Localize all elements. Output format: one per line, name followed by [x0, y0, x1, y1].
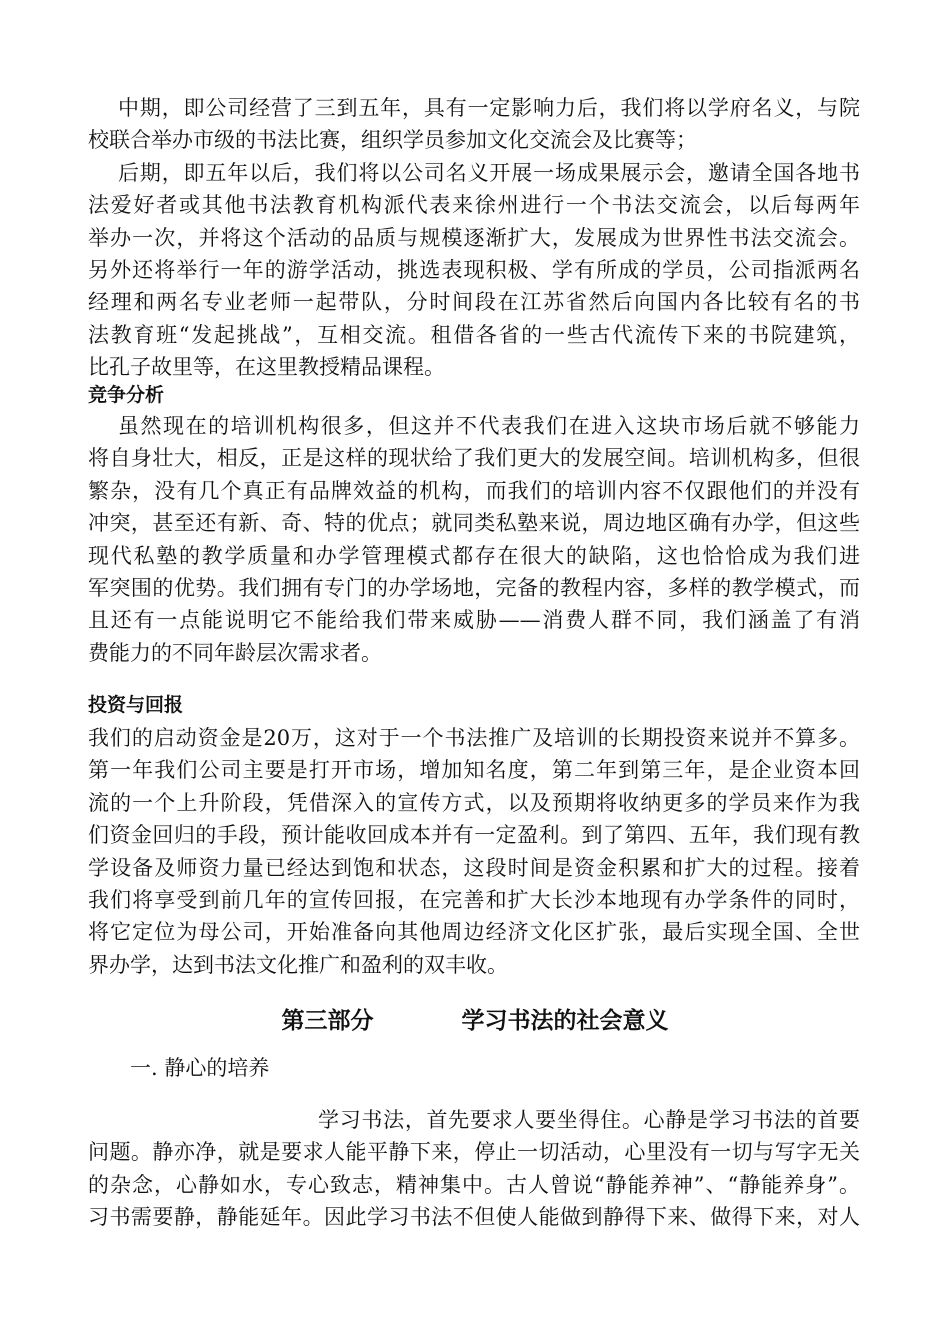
- text-line: 另外还将举行一年的游学活动，挑选表现积极、学有所成的学员，公司指派两名: [88, 258, 860, 282]
- part-name: 学习书法的社会意义: [461, 1008, 669, 1034]
- text-line: 费能力的不同年龄层次需求者。: [88, 640, 382, 665]
- text-line: 第一年我们公司主要是打开市场，增加知名度，第二年到第三年，是企业资本回: [88, 758, 860, 783]
- text-line: 经理和两名专业老师一起带队，分时间段在江苏省然后向国内各比较有名的书: [88, 290, 860, 315]
- text-line: 的杂念，心静如水，专心致志，精神集中。古人曾说“静能养神”、“静能养身”。: [88, 1172, 860, 1197]
- text-line: 们资金回归的手段，预计能收回成本并有一定盈利。到了第四、五年，我们现有教: [88, 823, 860, 848]
- text-line: 现代私塾的教学质量和办学管理模式都存在很大的缺陷，这也恰恰成为我们进: [88, 543, 860, 568]
- text-line: 法教育班“发起挑战”，互相交流。租借各省的一些古代流传下来的书院建筑，: [88, 322, 860, 347]
- subsection-heading: 一. 静心的培养: [130, 1056, 270, 1080]
- section-heading: 竞争分析: [88, 384, 165, 406]
- text-line: 校联合举办市级的书法比赛，组织学员参加文化交流会及比赛等；: [88, 128, 697, 153]
- text-line: 军突围的优势。我们拥有专门的办学场地，完备的教程内容，多样的教学模式，而: [88, 576, 860, 600]
- text-line: 界办学，达到书法文化推广和盈利的双丰收。: [88, 952, 508, 977]
- text-line: 中期，即公司经营了三到五年，具有一定影响力后，我们将以学府名义，与院: [118, 96, 860, 120]
- text-line: 冲突，甚至还有新、奇、特的优点；就同类私塾来说，周边地区确有办学，但这些: [88, 511, 860, 536]
- text-line: 将它定位为母公司，开始准备向其他周边经济文化区扩张，最后实现全国、全世: [88, 920, 860, 945]
- part-number: 第三部分: [281, 1008, 374, 1034]
- text-line: 问题。静亦净，就是要求人能平静下来，停止一切活动，心里没有一切与写字无关: [88, 1140, 860, 1165]
- part-title: [0, 1002, 950, 1035]
- text-line: 学设备及师资力量已经达到饱和状态，这段时间是资金积累和扩大的过程。接着: [88, 855, 860, 880]
- text-line: 虽然现在的培训机构很多，但这并不代表我们在进入这块市场后就不够能力: [118, 414, 860, 438]
- text-line: 将自身壮大，相反，正是这样的现状给了我们更大的发展空间。培训机构多，但很: [88, 446, 860, 471]
- text-line: 且还有一点能说明它不能给我们带来威胁——消费人群不同，我们涵盖了有消: [88, 608, 860, 633]
- text-line: 比孔子故里等，在这里教授精品课程。: [88, 355, 445, 380]
- text-line: 繁杂，没有几个真正有品牌效益的机构，而我们的培训内容不仅跟他们的并没有: [88, 478, 860, 503]
- text-line: 举办一次，并将这个活动的品质与规模逐渐扩大，发展成为世界性书法交流会。: [88, 225, 860, 250]
- text-line: 我们将享受到前几年的宣传回报，在完善和扩大长沙本地现有办学条件的同时，: [88, 888, 860, 912]
- text-line: 流的一个上升阶段，凭借深入的宣传方式，以及预期将收纳更多的学员来作为我: [88, 790, 860, 815]
- text-line: 法爱好者或其他书法教育机构派代表来徐州进行一个书法交流会，以后每两年: [88, 193, 860, 218]
- text-line: 后期，即五年以后，我们将以公司名义开展一场成果展示会，邀请全国各地书: [118, 160, 860, 185]
- text-line: 习书需要静，静能延年。因此学习书法不但使人能做到静得下来、做得下来，对人: [88, 1205, 860, 1230]
- text-line: 我们的启动资金是20万，这对于一个书法推广及培训的长期投资来说并不算多。: [88, 726, 860, 750]
- section-heading: 投资与回报: [88, 694, 184, 716]
- text-line: 学习书法，首先要求人要坐得住。心静是学习书法的首要: [318, 1108, 860, 1132]
